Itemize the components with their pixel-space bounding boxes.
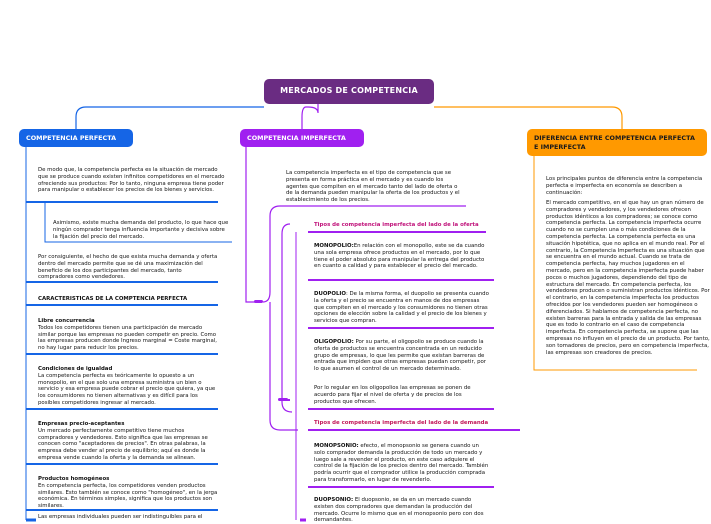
type-monopsonio	[314, 443, 490, 484]
type-oligopolio-agreement: Por lo regular en los oligopolios las empresas se ponen de acuerdo para fijar el nivel de oferta y de precios de los productos que ofrecen.	[314, 385, 471, 405]
type-oligopolio	[314, 339, 490, 373]
diferencia-intro: Los principales puntos de diferencia entre la competencia perfecta e imperfecta en economía se describen a continuación:	[546, 176, 703, 196]
type-title: MONOPOLIO:	[314, 243, 354, 249]
characteristic-libre-concurrencia	[38, 318, 218, 352]
type-title: MONOPSONIO:	[314, 443, 359, 449]
characteristic-precio-aceptantes	[38, 421, 218, 462]
link-oferta-stack	[282, 224, 292, 412]
type-text: El duopsonio, se da en un mercado cuando existen dos compradores que demandan la producción del mercado. Ocurre lo mismo que en el monopsonio pero con dos demandantes.	[314, 497, 484, 524]
root-node[interactable]: MERCADOS DE COMPETENCIA	[264, 79, 434, 104]
perfecta-maximization-note: Por consiguiente, el hecho de que exista mucha demanda y oferta dentro del mercado permite que se dé una maximización del beneficio de los dos participantes del mercado, tanto compradores como vendedores.	[38, 254, 218, 281]
link-tipos-demanda	[270, 302, 298, 430]
characteristic-text: Un mercado perfectamente competitivo tiene muchos compradores y vendedores. Esto significa que las empresas se conocen como "aceptadores de precios". En otras palabras, la empresa debe vender al precio de equilibrio; aquí es donde la empresa vende cuando la oferta y la demanda se alinean.	[38, 427, 208, 461]
type-title: DUOPOLIO	[314, 291, 346, 297]
type-title: OLIGOPOLIO:	[314, 339, 354, 345]
characteristic-title: Empresas precio-aceptantes	[38, 421, 125, 427]
link-root-imperfecta	[302, 104, 318, 129]
imperfecta-definition: La competencia imperfecta es el tipo de competencia que se presenta en forma práctica en el mercado y es cuando los agentes que compiten en el mercado tanto del lado de oferta o de la demanda pueden manipular la oferta de los productos y el establecimiento de los precios.	[286, 170, 460, 204]
characteristic-title: Libre concurrencia	[38, 318, 95, 324]
link-root-perfecta	[76, 107, 264, 129]
type-text: Por su parte, el oligopolio se produce cuando la oferta de productos se encuentra concentrada en un reducido grupo de empresas, lo que les permite que existan barreras de entrada que impiden que otras empresas puedan competir, por lo que asumen el control de un mercado determinado.	[314, 339, 487, 373]
perfecta-characteristics-heading: CARACTERISTICAS DE LA COMPTENCIA PERFECTA	[38, 296, 188, 302]
characteristic-text: La competencia perfecta es teóricamente lo opuesto a un monopolio, en el que solo una empresa suministra un bien o servicio y esa empresa puede cobrar el precio que quiera, ya que los consumidores no tienen alternativas y es difícil para los posibles competidores ingresar al mercado.	[38, 372, 216, 406]
characteristic-condiciones-igualdad	[38, 366, 218, 407]
type-duopsonio	[314, 497, 490, 524]
branch-competencia-perfecta[interactable]: COMPETENCIA PERFECTA	[19, 129, 133, 147]
diferencia-body: El mercado competitivo, en el que hay un gran número de compradores y vendedores, y los vendedores ofrecen productos idénticos a los compradores; se conoce como competencia perfecta. La competencia imperfecta ocurre cuando no se cumplen una o más condiciones de la competencia perfecta. La competencia perfecta es una situación hipotética, que no aplica en el mundo real. Por el contrario, la Competencia Imperfecta es una situación que se encuentra en el mundo actual. Cuando se trata de competencia perfecta, hay muchos jugadores en el mercado, pero en la competencia imperfecta puede haber pocos o muchos jugadores, dependiendo del tipo de estructura del mercado. En competencia perfecta, los vendedores producen o suministran productos idénticos. Por el contrario, en la competencia imperfecta los productos ofrecidos por los vendedores pueden ser homogéneos o diferenciados. Si hablamos de competencia perfecta, no existen barreras para la entrada y salida de las empresas que es todo lo contrario en el caso de competencia imperfecta. En competencia perfecta, se supone que las empresas no influyen en el precio de un producto. Por tanto, son tomadores de precios, pero en competencia imperfecta, las empresas son creadores de precios.	[546, 200, 710, 356]
characteristic-productos-homogeneos	[38, 476, 218, 510]
perfecta-individual-firms: Las empresas individuales pueden ser indistinguibles para el	[38, 514, 203, 520]
type-duopolio	[314, 291, 490, 325]
heading-tipos-oferta: Tipos de competencia imperfecta del lado de la oferta	[314, 222, 479, 228]
characteristic-title: Condiciones de igualdad	[38, 366, 113, 372]
type-text: : De la misma forma, el duopolio se presenta cuando la oferta y el precio se encuentra en manos de dos empresas que compiten en el mercado y los consumidores no tienen otras opciones de elección sobre la calidad y el precio de los bienes y servicios que compran.	[314, 291, 489, 325]
branch-diferencia[interactable]: DIFERENCIA ENTRE COMPETENCIA PERFECTA E IMPERFECTA	[527, 129, 707, 156]
heading-tipos-demanda: Tipos de competencia imperfecta del lado de la demanda	[314, 420, 489, 426]
imperfecta-trunk	[246, 147, 262, 302]
type-monopolio	[314, 243, 490, 270]
characteristic-text: En competencia perfecta, los competidores venden productos similares. Esto también se conoce como "homogéneo", en la jerga económica. En términos simples, significa que los productos son similares.	[38, 482, 218, 510]
perfecta-demand-note: Asimismo, existe mucha demanda del producto, lo que hace que ningún comprador tenga influencia importante y decisiva sobre la fijación del precio del mercado.	[53, 220, 229, 240]
type-text: efecto, el monopsonio se genera cuando un solo comprador demanda la producción de todo un mercado y luego sale a revender el producto, en este caso adquiere el control de la fijación de los precios dentro del mercado. También podría ocurrir que el comprador utilice la producción comprada para transformarlo, en lugar de revenderlo.	[314, 443, 489, 483]
branch-competencia-imperfecta[interactable]: COMPETENCIA IMPERFECTA	[240, 129, 364, 147]
characteristic-title: Productos homogéneos	[38, 476, 110, 482]
type-text: En relación con el monopolio, este se da cuando una sola empresa ofrece productos en el mercado, por lo que tiene el poder absoluto para manipular la entrega del producto en cuanto a calidad y para establecer el precio del mercado.	[314, 243, 485, 270]
link-root-diferencia	[434, 107, 622, 129]
characteristic-text: Todos los competidores tienen una participación de mercado similar porque las empresas no pueden competir en precio. Como las empresas producen donde Ingreso marginal = Coste marginal, no hay lugar para reducir los precios.	[38, 324, 217, 352]
perfecta-definition: De modo que, la competencia perfecta es la situación de mercado que se produce cuando existen infinitos competidores en el mercado ofreciendo sus productos: Por lo tanto, ninguna empresa tiene poder para manipular o establecer los precios de los bienes y servicios.	[38, 167, 225, 194]
type-title: DUOPSONIO:	[314, 497, 354, 503]
